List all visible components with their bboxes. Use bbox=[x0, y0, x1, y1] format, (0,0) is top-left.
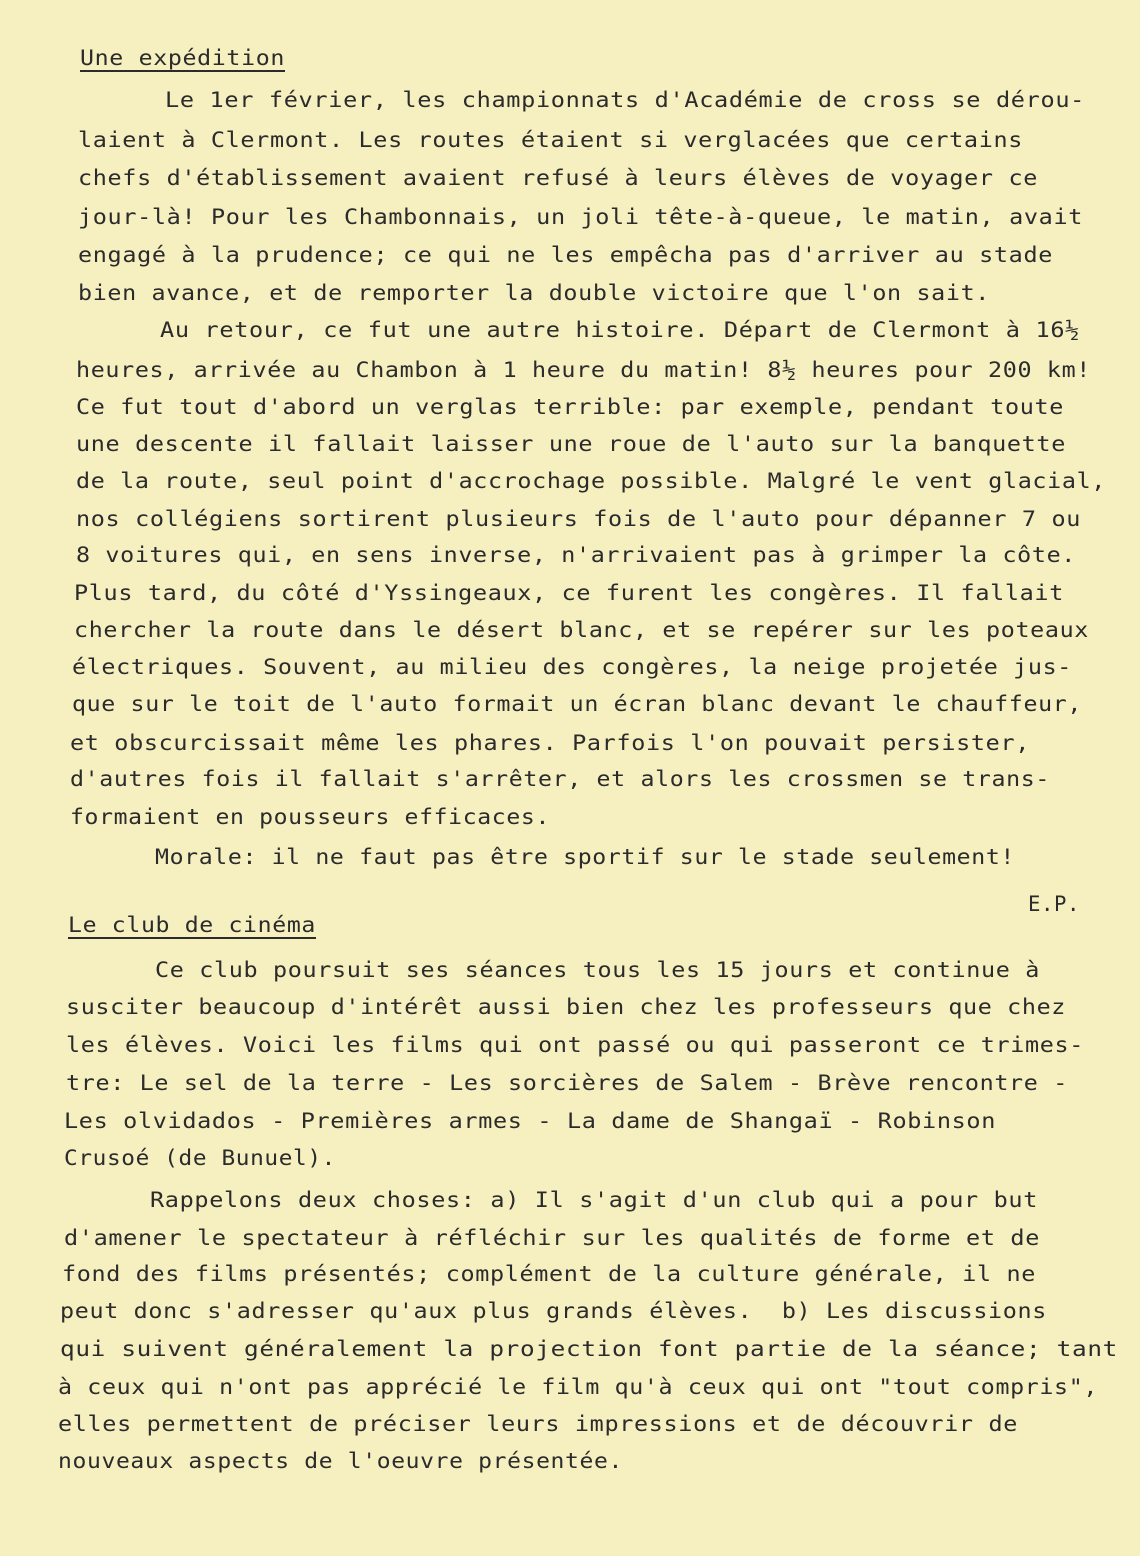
text-line: laient à Clermont. Les routes étaient si verglacées que certains bbox=[78, 128, 1023, 153]
text-line: d'amener le spectateur à réfléchir sur les qualités de forme et de bbox=[64, 1226, 1040, 1251]
text-line: fond des films présentés; complément de la culture générale, il ne bbox=[62, 1262, 1036, 1287]
text-line: Crusoé (de Bunuel). bbox=[64, 1146, 336, 1171]
text-line: qui suivent généralement la projection font partie de la séance; tant bbox=[60, 1337, 1118, 1362]
text-line: 8 voitures qui, en sens inverse, n'arrivaient pas à grimper la côte. bbox=[76, 543, 1076, 568]
text-line: chefs d'établissement avaient refusé à leurs élèves de voyager ce bbox=[78, 166, 1038, 191]
text-line: une descente il fallait laisser une roue de l'auto sur la banquette bbox=[76, 432, 1066, 457]
text-line: de la route, seul point d'accrochage possible. Malgré le vent glacial, bbox=[76, 469, 1106, 494]
section-title: Une expédition bbox=[80, 46, 285, 71]
text-line: Ce club poursuit ses séances tous les 15 jours et continue à bbox=[155, 958, 1040, 983]
text-line: jour-là! Pour les Chambonnais, un joli tête-à-queue, le matin, avait bbox=[78, 205, 1083, 230]
signature: E.P. bbox=[1028, 892, 1080, 917]
text-line: bien avance, et de remporter la double victoire que l'on sait. bbox=[78, 281, 990, 306]
text-line: Plus tard, du côté d'Yssingeaux, ce furent les congères. Il fallait bbox=[74, 581, 1064, 606]
text-line: Le 1er février, les championnats d'Académie de cross se dérou- bbox=[165, 88, 1085, 113]
text-line: formaient en pousseurs efficaces. bbox=[70, 805, 550, 830]
text-line: peut donc s'adresser qu'aux plus grands élèves. b) Les discussions bbox=[60, 1299, 1047, 1324]
text-line: chercher la route dans le désert blanc, et se repérer sur les poteaux bbox=[74, 618, 1089, 643]
text-line: engagé à la prudence; ce qui ne les empêcha pas d'arriver au stade bbox=[78, 243, 1053, 268]
text-line: à ceux qui n'ont pas apprécié le film qu'à ceux qui ont "tout compris", bbox=[58, 1375, 1098, 1400]
text-line: d'autres fois il fallait s'arrêter, et alors les crossmen se trans- bbox=[70, 767, 1050, 792]
text-line: susciter beaucoup d'intérêt aussi bien chez les professeurs que chez bbox=[66, 995, 1066, 1020]
text-line: et obscurcissait même les phares. Parfois l'on pouvait persister, bbox=[70, 731, 1030, 756]
text-line: nos collégiens sortirent plusieurs fois de l'auto pour dépanner 7 ou bbox=[76, 507, 1081, 532]
text-line: Ce fut tout d'abord un verglas terrible: par exemple, pendant toute bbox=[76, 395, 1064, 420]
text-line: les élèves. Voici les films qui ont passé ou qui passeront ce trimes- bbox=[66, 1033, 1084, 1058]
text-line: que sur le toit de l'auto formait un écran blanc devant le chauffeur, bbox=[72, 692, 1082, 717]
text-line: tre: Le sel de la terre - Les sorcières de Salem - Brève rencontre - bbox=[66, 1071, 1068, 1096]
text-line: nouveaux aspects de l'oeuvre présentée. bbox=[58, 1449, 623, 1474]
text-line: elles permettent de préciser leurs impressions et de découvrir de bbox=[58, 1412, 1018, 1437]
text-line: Les olvidados - Premières armes - La dame de Shangaï - Robinson bbox=[64, 1109, 996, 1134]
text-line: Rappelons deux choses: a) Il s'agit d'un club qui a pour but bbox=[150, 1188, 1038, 1213]
morale-line: Morale: il ne faut pas être sportif sur le stade seulement! bbox=[155, 845, 1015, 870]
text-line: Au retour, ce fut une autre histoire. Départ de Clermont à 16½ bbox=[160, 318, 1080, 343]
text-line: heures, arrivée au Chambon à 1 heure du matin! 8½ heures pour 200 km! bbox=[76, 358, 1091, 383]
section-title: Le club de cinéma bbox=[68, 913, 316, 938]
text-line: électriques. Souvent, au milieu des congères, la neige projetée jus- bbox=[72, 655, 1072, 680]
